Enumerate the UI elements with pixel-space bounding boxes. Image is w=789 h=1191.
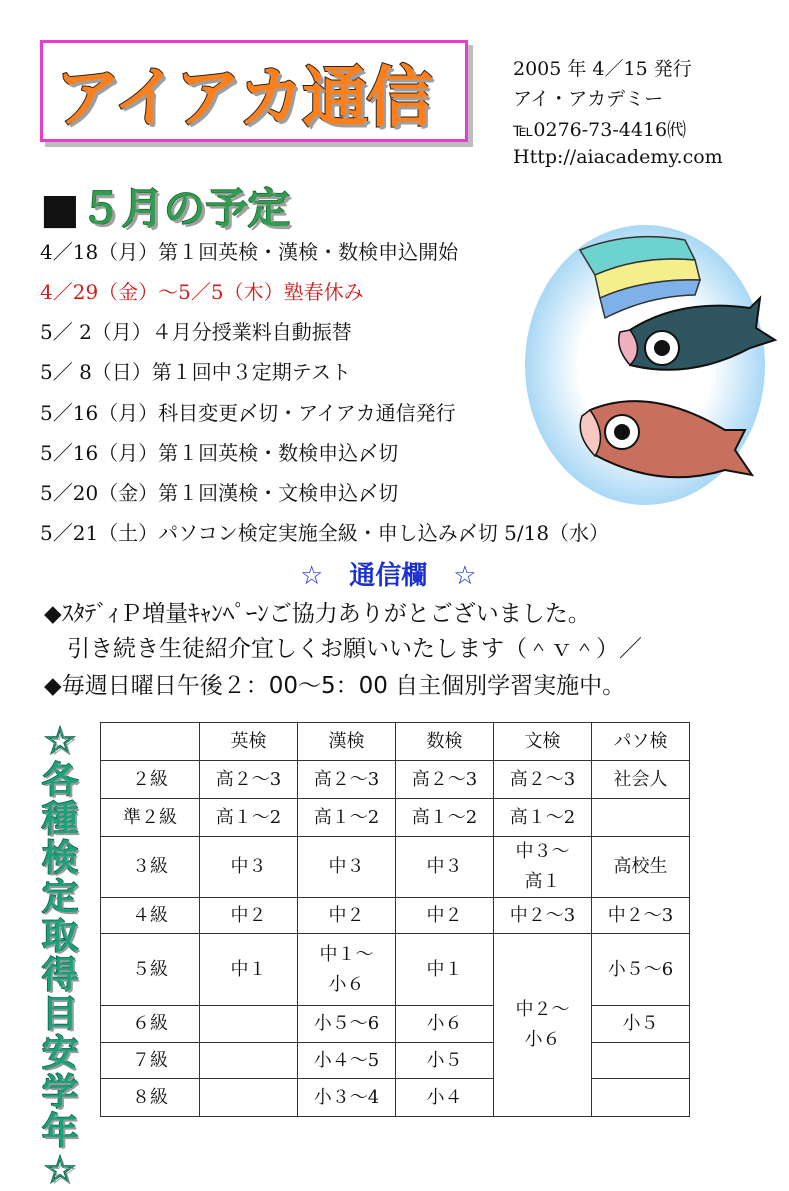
table-header-cell: 漢検 — [298, 723, 396, 761]
side-title-char: 定 — [41, 877, 78, 918]
side-title-char: 各 — [41, 760, 78, 801]
table-header-row — [101, 723, 690, 761]
table-cell: 小５ — [396, 1043, 494, 1079]
notice-line: 引き続き生徒紹介宜しくお願いいたします（＾ｖ＾）／ — [44, 636, 642, 662]
table-cell: 高１～2 — [200, 799, 298, 837]
schedule-item: 5／20（金）第１回漢検・文検申込〆切 — [40, 481, 399, 505]
grade-label: 準２級 — [101, 799, 200, 837]
table-row — [101, 1043, 690, 1079]
organization-name: アイ・アカデミー — [513, 88, 664, 110]
side-title-char: 検 — [41, 838, 78, 879]
table-cell: 高１～2 — [298, 799, 396, 837]
cell-line: 中３～ — [515, 841, 570, 862]
notice-line: ◆ｽﾀﾃﾞｨＰ増量ｷｬﾝﾍﾟｰﾝご協力ありがとございました。 — [44, 601, 591, 627]
tsushin-heading: ☆ 通信欄 ☆ — [300, 561, 477, 591]
side-title-char: 安 — [41, 1033, 78, 1074]
side-title-char: ☆ — [43, 721, 77, 762]
table-cell — [298, 934, 396, 1006]
table-cell: 高１～2 — [396, 799, 494, 837]
notice-line: ◆毎週日曜日午後２：00～5：00 自主個別学習実施中。 — [44, 673, 626, 699]
side-title-char: 種 — [41, 799, 78, 840]
table-cell: 高校生 — [592, 837, 690, 898]
table-cell: 中２ — [396, 898, 494, 934]
table-header-cell — [101, 723, 200, 761]
website-url[interactable]: Http://aiacademy.com — [513, 146, 723, 168]
table-cell: 小５～6 — [298, 1006, 396, 1043]
heading-square: ■ — [40, 184, 80, 233]
table-row — [101, 837, 690, 898]
table-cell: 小４～5 — [298, 1043, 396, 1079]
table-cell: 中３ — [396, 837, 494, 898]
side-title-char: 年 — [41, 1111, 78, 1152]
cell-line: 中２～ — [515, 999, 570, 1020]
table-header-cell: パソ検 — [592, 723, 690, 761]
cell-line: 小６ — [328, 973, 365, 995]
grade-label: ６級 — [101, 1006, 200, 1043]
table-row — [101, 761, 690, 799]
table-cell — [494, 837, 592, 898]
grade-label: ３級 — [101, 837, 200, 898]
side-title-char: ☆ — [43, 1150, 77, 1191]
table-cell: 中２ — [200, 898, 298, 934]
table-cell: 高２～3 — [200, 761, 298, 799]
table-row — [101, 1079, 690, 1117]
side-title-char: 得 — [41, 955, 78, 996]
schedule-item: 4／18（月）第１回英検・漢検・数検申込開始 — [40, 240, 459, 264]
table-cell: 高２～3 — [396, 761, 494, 799]
table-row — [101, 799, 690, 837]
issue-date: 2005 年 4／15 発行 — [513, 58, 692, 80]
table-cell — [200, 1006, 298, 1043]
schedule-heading-text: ５月の予定 — [79, 184, 290, 233]
table-cell — [592, 1079, 690, 1117]
grade-label: ８級 — [101, 1079, 200, 1117]
table-cell: 中２ — [298, 898, 396, 934]
table-cell: 高２～3 — [298, 761, 396, 799]
koinobori-icon — [520, 220, 785, 520]
schedule-item: 5／16（月）第１回英検・数検申込〆切 — [40, 441, 399, 465]
table-cell: 社会人 — [592, 761, 690, 799]
table-row — [101, 934, 690, 1006]
schedule-item: 5／16（月）科目変更〆切・アイアカ通信発行 — [40, 401, 456, 425]
schedule-heading — [40, 176, 290, 236]
table-cell — [592, 799, 690, 837]
grade-label: ７級 — [101, 1043, 200, 1079]
table-cell: 中３ — [200, 837, 298, 898]
grade-label: ５級 — [101, 934, 200, 1006]
grade-label: ２級 — [101, 761, 200, 799]
table-cell: 小３～4 — [298, 1079, 396, 1117]
table-row — [101, 898, 690, 934]
table-cell — [200, 1079, 298, 1117]
table-header-cell: 英検 — [200, 723, 298, 761]
table-cell: 高２～3 — [494, 761, 592, 799]
cell-line: 中１～ — [319, 943, 374, 965]
newsletter-title: アイアカ通信 — [55, 59, 431, 136]
table-cell: 中２～3 — [494, 898, 592, 934]
table-cell: 中１ — [200, 934, 298, 1006]
table-row — [101, 1006, 690, 1043]
table-cell — [200, 1043, 298, 1079]
schedule-item: 5／ 8（日）第１回中３定期テスト — [40, 360, 352, 384]
schedule-item-highlight: 4／29（金）～5／5（木）塾春休み — [40, 280, 364, 304]
grade-table — [100, 722, 690, 1117]
table-cell: 小４ — [396, 1079, 494, 1117]
table-cell: 中１ — [396, 934, 494, 1006]
schedule-item: 5／21（土）パソコン検定実施全級・申し込み〆切 5/18（水） — [40, 521, 610, 545]
table-cell-merged — [494, 934, 592, 1117]
schedule-item: 5／ 2（月）４月分授業料自動振替 — [40, 320, 352, 344]
side-title-char: 目 — [41, 994, 78, 1035]
table-cell: 中２～3 — [592, 898, 690, 934]
grade-label: ４級 — [101, 898, 200, 934]
table-cell: 高１～2 — [494, 799, 592, 837]
table-cell — [592, 1043, 690, 1079]
table-cell: 小５ — [592, 1006, 690, 1043]
phone-number: ℡0276-73-4416㈹ — [513, 119, 687, 141]
table-header-cell: 文検 — [494, 723, 592, 761]
table-cell: 小６ — [396, 1006, 494, 1043]
cell-line: 小６ — [524, 1029, 561, 1050]
table-cell: 小５～6 — [592, 934, 690, 1006]
side-title-char: 学 — [41, 1072, 78, 1113]
cell-line: 高１ — [524, 871, 561, 892]
side-title-char: 取 — [41, 916, 78, 957]
table-header-cell: 数検 — [396, 723, 494, 761]
table-cell: 中３ — [298, 837, 396, 898]
grade-table-side-title — [38, 722, 82, 1190]
